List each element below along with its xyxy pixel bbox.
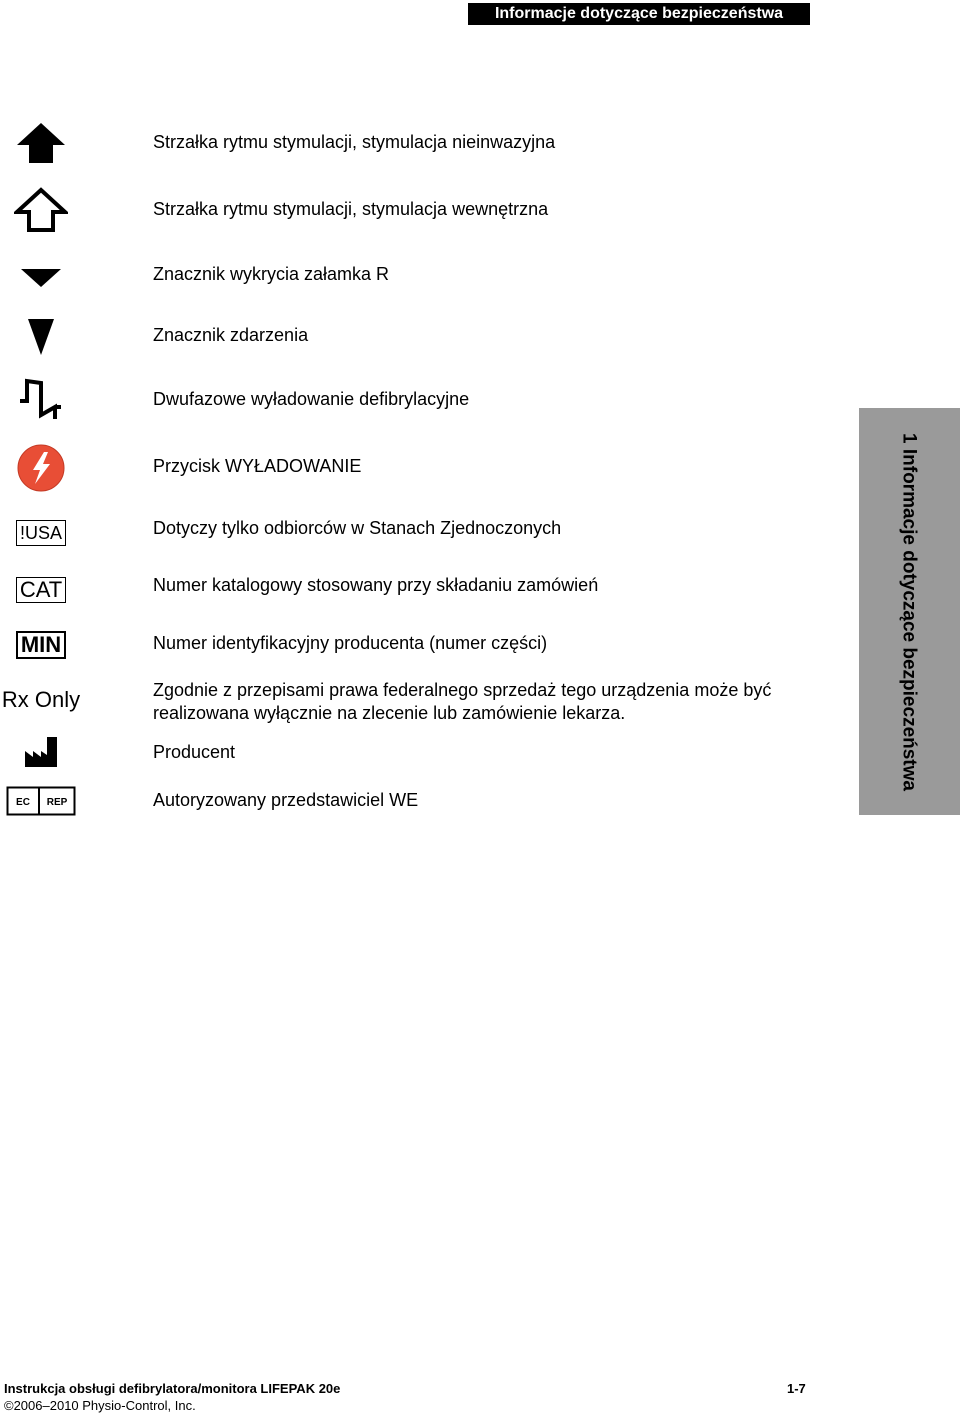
symbol-description: Autoryzowany przedstawiciel WE xyxy=(153,790,419,810)
outline-up-arrow-icon xyxy=(0,185,82,235)
symbol-description: Przycisk WYŁADOWANIE xyxy=(153,456,362,476)
ec-rep-icon xyxy=(0,776,82,826)
symbol-description: Dotyczy tylko odbiorców w Stanach Zjednoczonych xyxy=(153,518,562,538)
catalog-number-label: CAT xyxy=(0,565,82,615)
symbol-description: Dwufazowe wyładowanie defibrylacyjne xyxy=(153,389,470,409)
symbol-description: Strzałka rytmu stymulacji, stymulacja nieinwazyjna xyxy=(153,132,556,152)
symbol-description: Strzałka rytmu stymulacji, stymulacja wewnętrzna xyxy=(153,199,549,219)
symbol-description: Znacznik wykrycia załamka R xyxy=(153,264,390,284)
page-number: 1-7 xyxy=(787,1381,806,1396)
event-marker-icon xyxy=(0,312,82,362)
symbol-description: Znacznik zdarzenia xyxy=(153,325,309,345)
symbol-description: Numer identyfikacyjny producenta (numer części) xyxy=(153,633,548,653)
symbol-description: Numer katalogowy stosowany przy składaniu zamówień xyxy=(153,575,599,595)
filled-up-arrow-icon xyxy=(0,118,82,168)
symbol-description: Zgodnie z przepisami prawa federalnego sprzedaż tego urządzenia może być realizowana wyłącznie na zlecenie lub zamówienie lekarza. xyxy=(153,680,772,723)
down-triangle-marker-icon xyxy=(0,253,82,303)
footer-manual-title: Instrukcja obsługi defibrylatora/monitora LIFEPAK 20e xyxy=(4,1381,341,1396)
section-header: Informacje dotyczące bezpieczeństwa xyxy=(468,3,810,25)
svg-text:REP: REP xyxy=(46,797,68,808)
footer xyxy=(4,1380,340,1414)
usa-only-label: !USA xyxy=(0,508,82,558)
manufacturer-id-label: MIN xyxy=(0,620,82,670)
manufacturer-factory-icon xyxy=(0,727,82,777)
chapter-side-tab-label: 1 Informacje dotyczące bezpieczeństwa xyxy=(898,432,920,791)
symbol-description: Producent xyxy=(153,742,236,762)
biphasic-waveform-icon xyxy=(0,375,82,425)
rx-only-label: Rx Only xyxy=(1,687,81,712)
svg-text:EC: EC xyxy=(16,797,30,808)
chapter-side-tab xyxy=(859,408,960,815)
shock-button-icon xyxy=(0,443,82,493)
footer-copyright: ©2006–2010 Physio-Control, Inc. xyxy=(4,1398,196,1413)
